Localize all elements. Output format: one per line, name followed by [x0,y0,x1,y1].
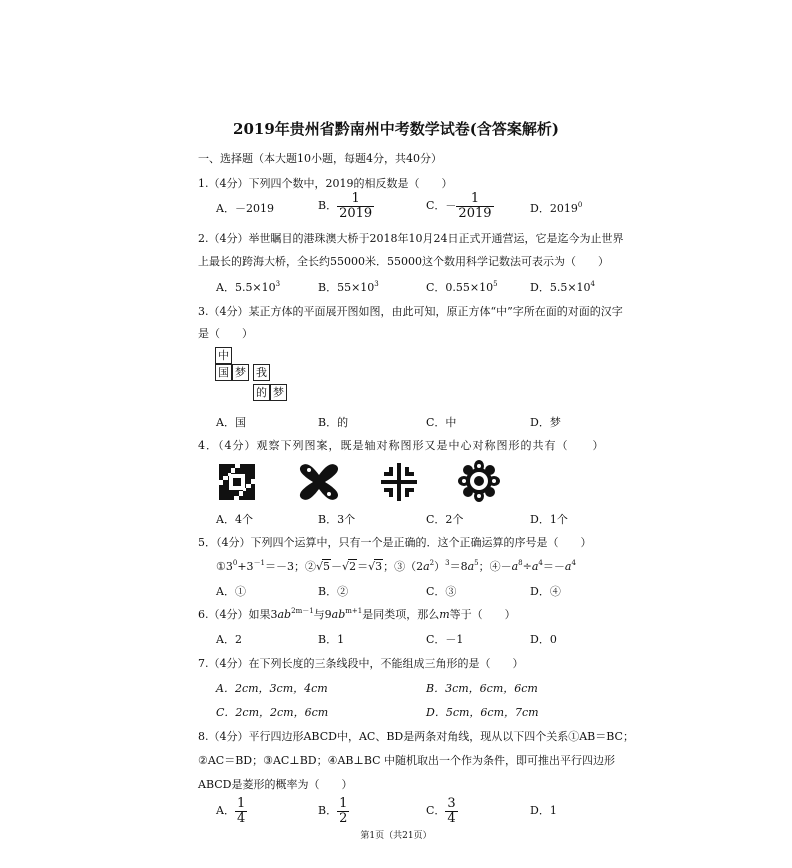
q8-option-b [318,797,349,825]
q6-post: 是同类项，那么 [362,608,440,621]
q5-e4-result: ＝－ [542,560,565,573]
q1-option-a: A．－2019 [216,202,274,215]
q5-option-a: A．① [216,585,246,598]
section-heading: 一、选择题（本大题10小题，每题4分，共40分） [198,152,442,165]
q5-e1-exp2: －1 [253,559,266,567]
question-1-stem: 1.（4分）下列四个数中，2019的相反数是（ ） [198,177,453,190]
q1-option-c-fraction [456,192,493,220]
curled-cross-pattern-icon [379,461,419,503]
q8-a-numerator: 1 [236,796,246,811]
q6-term2: ab [331,608,346,621]
q3-option-c: C．中 [426,416,457,429]
q5-e3-exp1: 2 [429,559,435,567]
fish-cross-pattern-icon [297,461,341,503]
q8-option-a [216,797,247,825]
q6-pre: 6.（4分）如果3 [198,608,278,621]
question-2-line-1: 2.（4分）举世瞩目的港珠澳大桥于2018年10月24日正式开通营运，它是迄今为止世界 [198,232,624,245]
q5-expressions [216,558,576,574]
q5-e4-var3: a [564,560,572,573]
q1-option-c-prefix: C．－ [426,199,457,213]
q1-option-c [426,192,494,220]
q7-option-b: B．3cm，6cm，6cm [426,682,538,695]
q5-radicand-2: 2 [349,560,357,573]
q1-d-exp: 0 [577,201,583,209]
page-title: 2019年贵州省黔南州中考数学试卷(含答案解析) [233,120,559,138]
q8-b-denominator: 2 [339,810,348,826]
q5-e3-var: a [423,560,430,573]
q5-e4-div: ÷ [522,560,532,573]
q1-option-b-fraction [337,192,374,220]
q4-option-c: C．2个 [426,513,464,526]
question-8-line-3: ABCD是菱形的概率为（ ） [198,778,353,791]
question-4-stem: 4．（4分）观察下列图案，既是轴对称图形又是中心对称图形的共有（ ） [198,439,605,452]
question-3-line-1: 3.（4分）某正方体的平面展开图如图，由此可知，原正方体“中”字所在面的对面的汉字 [198,305,623,318]
q6-option-d: D．0 [530,633,557,646]
q7-option-c: C．2cm，2cm，6cm [216,706,329,719]
q1-c-numerator: 1 [470,191,480,206]
q6-term2-exp: m+1 [345,607,363,615]
question-3-line-2: 是（ ） [198,327,253,340]
page-footer: 第1页（共21页） [360,831,432,841]
q8-a-prefix: A． [216,804,235,818]
q5-sqrt-2: √2 [342,560,357,573]
q5-e3-open: ；③（2 [383,560,424,573]
q3-option-a: A．国 [216,416,246,429]
q2-b-exp: 3 [374,280,379,288]
net-cell-de: 的 [253,384,270,401]
q5-radicand-1: 5 [323,560,331,573]
q6-option-a: A．2 [216,633,242,646]
question-5-stem: 5．（4分）下列四个运算中，只有一个是正确的．这个正确运算的序号是（ ） [198,536,592,549]
q2-option-c [426,279,498,295]
q6-option-b: B．1 [318,633,345,646]
q5-e1-exp1: 0 [232,559,238,567]
q6-term1-exp: 2m－1 [291,607,314,615]
q8-c-prefix: C． [426,804,446,818]
q5-e3-exp2: 3 [445,559,450,567]
q8-a-fraction [235,797,247,825]
q2-option-b [318,279,379,295]
q2-a-base: A．5.5×10 [216,281,276,294]
q7-option-d: D．5cm，6cm，7cm [426,706,539,719]
question-2-line-2: 上最长的跨海大桥，全长约55000米．55000这个数用科学记数法可表示为（ ） [198,255,609,268]
q4-option-b: B．3个 [318,513,356,526]
q5-e2-equals: ＝ [357,560,369,573]
q5-e1-mid: +3 [237,560,254,573]
q8-b-numerator: 1 [339,796,348,811]
q5-e1-result: ＝－3；② [265,560,317,573]
q1-d-base: D．2019 [530,202,578,215]
q8-c-denominator: 4 [447,810,456,826]
q5-e3-close: ） [434,560,446,573]
q5-option-d: D．④ [530,585,561,598]
q6-term1: ab [277,608,292,621]
swirl-square-pattern-icon [218,463,256,501]
q5-sqrt-3: √3 [368,560,383,573]
q6-end: 等于（ ） [449,608,516,621]
q5-radicand-3: 3 [375,560,383,573]
q5-e4-exp1: 8 [518,559,523,567]
q5-e4-var: a [511,560,519,573]
q5-e4-exp3: 4 [571,559,576,567]
question-8-line-2: ②AC＝BD；③AC⊥BD；④AB⊥BC 中随机取出一个作为条件，即可推出平行四边形 [198,754,616,767]
q2-a-exp: 3 [275,280,281,288]
net-cell-meng-2: 梦 [270,384,287,401]
q8-b-prefix: B． [318,804,338,818]
flower-ring-pattern-icon [458,460,500,502]
q5-option-c: C．③ [426,585,457,598]
q2-option-d [530,279,595,295]
q8-option-c [426,797,458,825]
q8-c-fraction [445,797,457,825]
q2-d-base: D．5.5×10 [530,281,591,294]
q7-option-a: A．2cm，3cm，4cm [216,682,328,695]
q5-e3-var2: a [467,560,475,573]
q5-e2-minus: － [331,560,343,573]
q5-e4-open: ；④－ [478,560,512,573]
q1-option-b-prefix: B． [318,199,338,213]
net-cell-wo: 我 [253,364,270,381]
net-cell-meng: 梦 [232,364,249,381]
net-cell-zhong: 中 [215,347,232,364]
q2-c-base: C．0.55×10 [426,281,494,294]
q2-b-base: B．55×10 [318,281,375,294]
q1-option-d [530,200,582,216]
q3-option-d: D．梦 [530,416,561,429]
q8-b-fraction [337,797,349,825]
q8-c-numerator: 3 [447,796,456,811]
q1-b-numerator: 1 [351,191,360,206]
question-7-stem: 7.（4分）在下列长度的三条线段中，不能组成三角形的是（ ） [198,657,524,670]
q1-b-denominator: 2019 [339,205,373,221]
q2-option-a [216,279,280,295]
q6-option-c: C．－1 [426,633,464,646]
q8-a-denominator: 4 [236,810,246,826]
q2-c-exp: 5 [493,280,498,288]
q6-mid: 与9 [313,608,332,621]
q5-e4-exp2: 4 [538,559,543,567]
question-8-line-1: 8.（4分）平行四边形ABCD中，AC、BD是两条对角线，现从以下四个关系①AB＝BC； [198,730,634,743]
net-cell-guo: 国 [215,364,232,381]
question-6-stem [198,606,516,622]
q6-var: m [439,608,450,621]
q5-e1-base: ①3 [216,560,233,573]
q5-e4-var2: a [531,560,539,573]
q5-sqrt-1: √5 [316,560,331,573]
q5-option-b: B．② [318,585,349,598]
q1-c-denominator: 2019 [458,205,492,221]
q3-option-b: B．的 [318,416,349,429]
q5-e3-exp3: 5 [474,559,479,567]
q1-option-b [318,192,374,220]
q5-e3-result: ＝8 [449,560,468,573]
q4-option-d: D．1个 [530,513,568,526]
q4-option-a: A．4个 [216,513,253,526]
q2-d-exp: 4 [590,280,595,288]
q8-option-d: D．1 [530,804,557,817]
